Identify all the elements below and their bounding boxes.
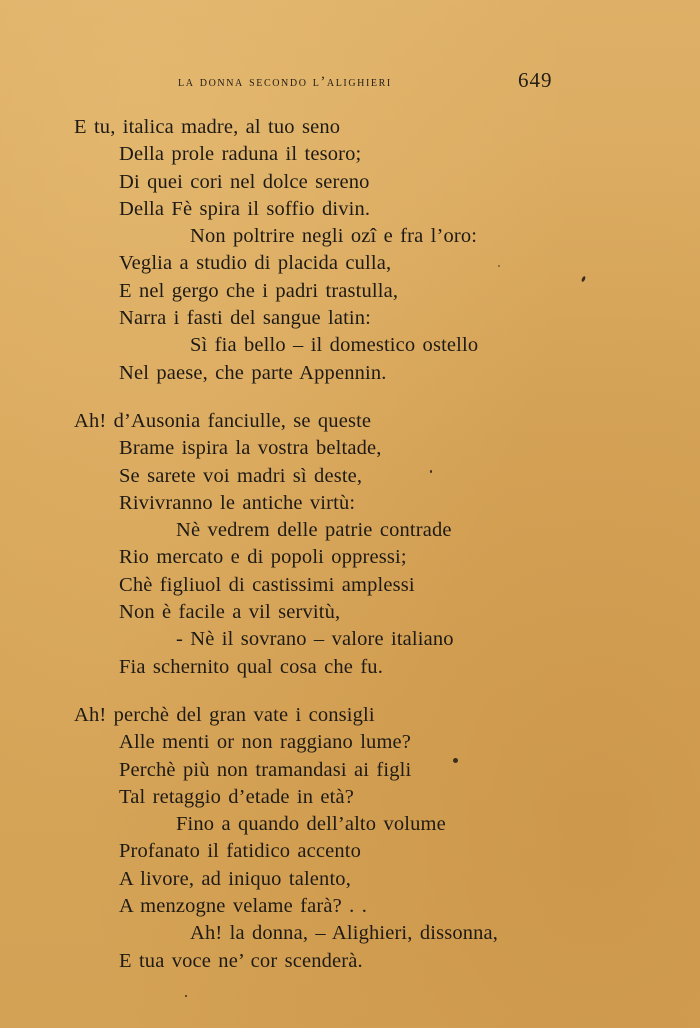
- verse-line: Perchè più non tramandasi ai figli: [119, 758, 412, 781]
- verse-line: - Nè il sovrano – valore italiano: [176, 628, 454, 651]
- verse-line: E tu, italica madre, al tuo seno: [74, 116, 341, 138]
- verse-line: Veglia a studio di placida culla,: [119, 252, 392, 275]
- verse-line: Ah! d’Ausonia fanciulle, se queste: [74, 409, 372, 432]
- verse-line: Profanato il fatidico accento: [119, 840, 362, 863]
- verse-line: Brame ispira la vostra beltade,: [119, 437, 382, 460]
- running-title: la donna secondo l’alighieri: [178, 74, 392, 90]
- ink-speck: [453, 758, 458, 763]
- verse-line: Nè vedrem delle patrie contrade: [176, 519, 452, 542]
- verse-line: Non poltrire negli ozî e fra l’oro:: [190, 225, 478, 248]
- verse-line: A menzogne velame farà? . .: [119, 895, 367, 918]
- verse-line: E nel gergo che i padri trastulla,: [119, 279, 399, 302]
- verse-line: Della Fè spira il soffio divin.: [119, 197, 371, 220]
- ink-speck: [498, 265, 500, 267]
- verse-line: Rivivranno le antiche virtù:: [119, 491, 356, 514]
- ink-speck: [185, 995, 187, 997]
- verse-line: E tua voce ne’ cor scenderà.: [119, 949, 363, 972]
- page-header: [0, 68, 700, 98]
- verse-line: Di quei cori nel dolce sereno: [119, 170, 370, 193]
- verse-line: Della prole raduna il tesoro;: [119, 143, 362, 166]
- ink-speck: [430, 470, 432, 473]
- page-number: 649: [518, 68, 553, 92]
- verse-line: Chè figliuol di castissimi amplessi: [119, 573, 415, 596]
- verse-line: Fia schernito qual cosa che fu.: [119, 655, 383, 678]
- verse-line: Nel paese, che parte Appennin.: [119, 361, 387, 384]
- verse-line: Sì fia bello – il domestico ostello: [190, 334, 479, 357]
- poem-body: [0, 114, 700, 996]
- verse-line: Fino a quando dell’alto volume: [176, 813, 446, 836]
- stanza-1: [0, 114, 700, 387]
- verse-line: Non è facile a vil servitù,: [119, 601, 341, 624]
- verse-line: A livore, ad iniquo talento,: [119, 867, 351, 890]
- verse-line: Narra i fasti del sangue latin:: [119, 307, 372, 330]
- stanza-3: [0, 702, 700, 975]
- verse-line: Rio mercato e di popoli oppressi;: [119, 546, 407, 569]
- verse-line: Ah! la donna, – Alighieri, dissonna,: [190, 922, 499, 945]
- verse-line: Tal retaggio d’etade in età?: [119, 785, 355, 808]
- verse-line: Se sarete voi madri sì deste,: [119, 464, 363, 487]
- verse-line: Alle menti or non raggiano lume?: [119, 731, 412, 754]
- verse-line: Ah! perchè del gran vate i consigli: [74, 703, 375, 726]
- stanza-2: [0, 408, 700, 681]
